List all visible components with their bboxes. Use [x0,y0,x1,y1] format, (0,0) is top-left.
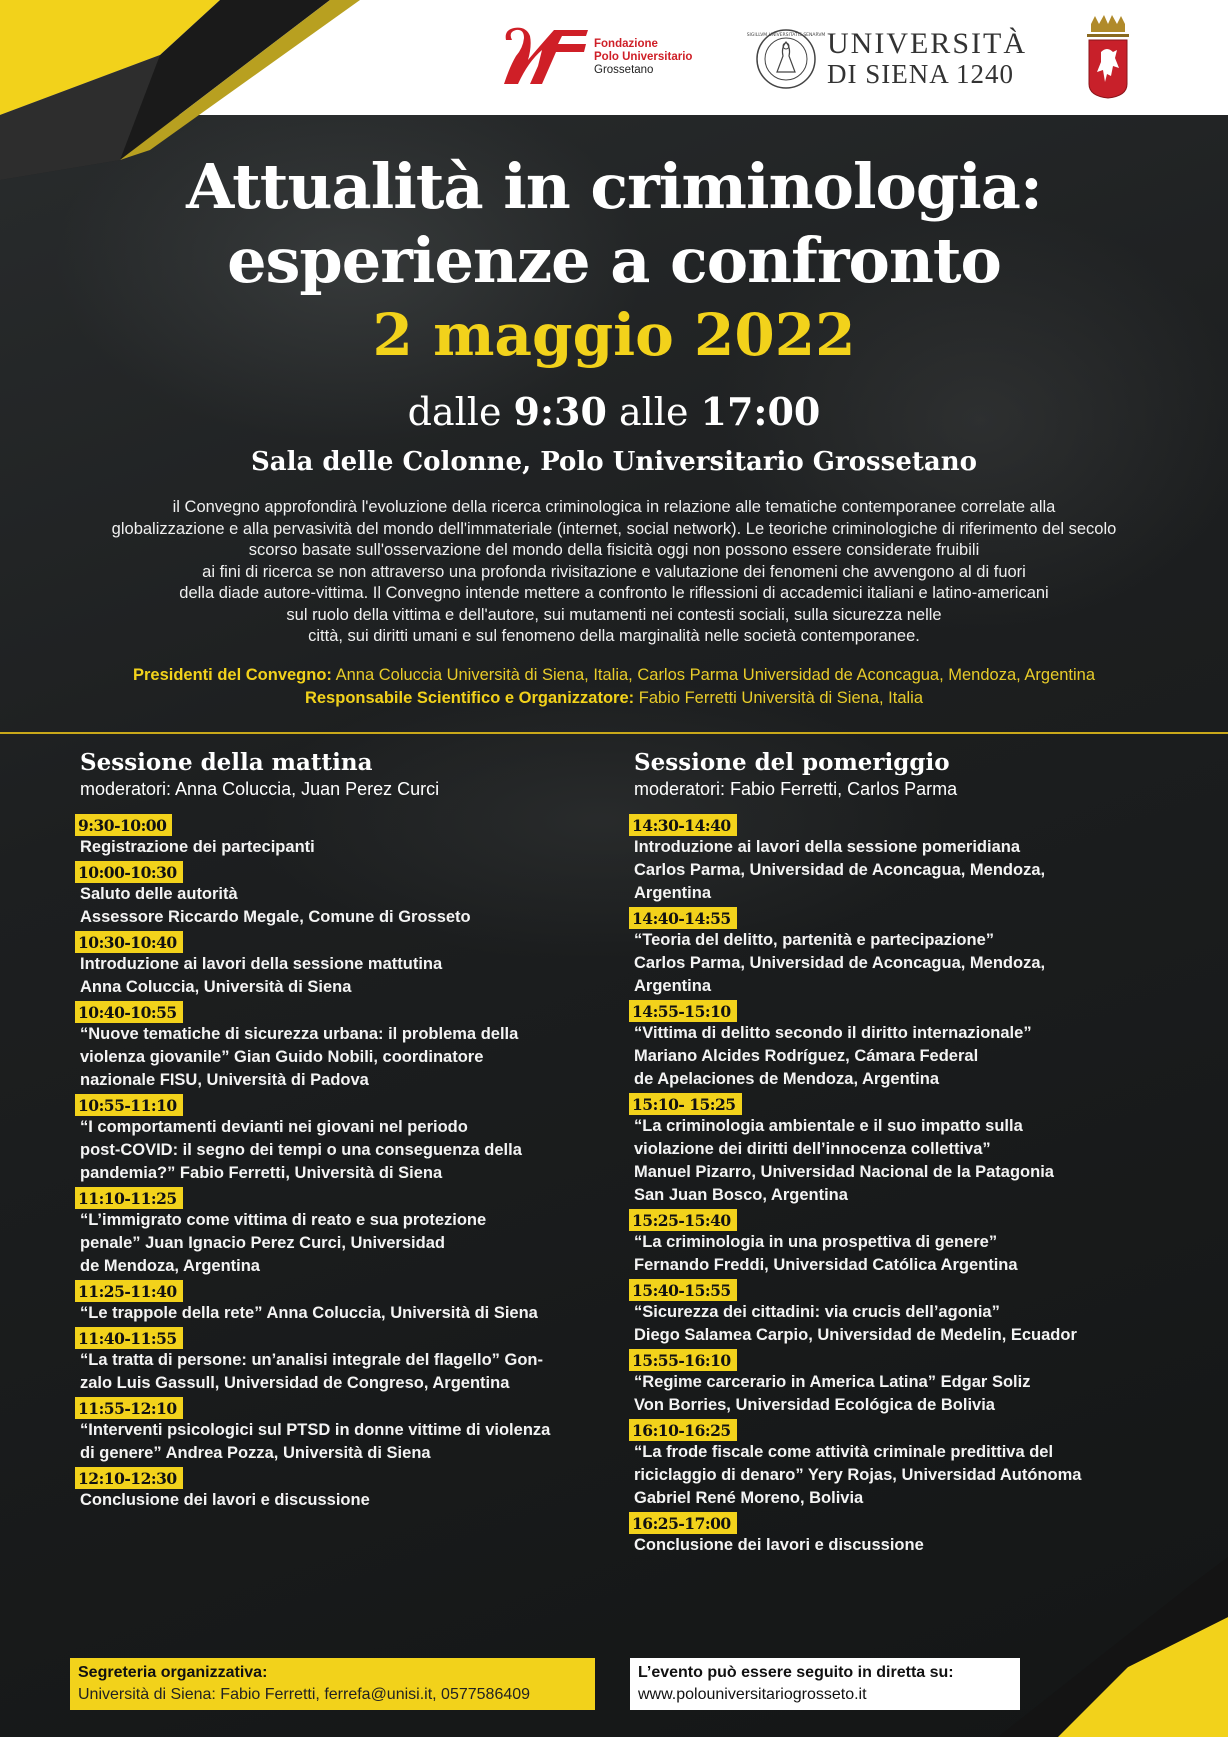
presidents-value: Anna Coluccia Università di Siena, Italia, Carlos Parma Universidad de Aconcagua, Mendoza, Argentina [335,666,1096,684]
afternoon-slot [634,1093,1154,1207]
slot-time-badge: 16:25-17:00 [629,1512,737,1534]
afternoon-slot [634,1000,1154,1091]
afternoon-slot [634,814,1154,905]
slot-description: Introduzione ai lavori della sessione pomeridiana Carlos Parma, Universidad de Aconcagua, Mendoza, Argentina [634,838,1046,902]
morning-slot [80,1001,600,1092]
slot-description: Conclusione dei lavori e discussione [80,1491,370,1509]
intro-line: della diade autore-vittima. Il Convegno intende mettere a confronto le riflessioni di accademici italiani e latino-americani [179,584,1049,602]
slot-time-badge: 15:10- 15:25 [629,1093,742,1115]
hours-to-label: alle [618,390,689,434]
streaming-box [630,1658,1020,1710]
title-line1: Attualità in criminologia: [186,150,1042,223]
morning-slot [80,814,600,859]
slot-description: Registrazione dei partecipanti [80,838,315,856]
afternoon-schedule [634,814,1154,1557]
secretariat-box [70,1658,595,1710]
morning-schedule [80,814,600,1512]
unisi-line2: DI SIENA 1240 [827,59,1014,89]
slot-description: “La tratta di persone: un’analisi integrale del flagello” Gon- zalo Luis Gassull, Universidad de Congreso, Argentina [80,1351,543,1392]
logo-universita-di-siena [746,27,1027,90]
slot-time-badge: 10:40-10:55 [75,1001,183,1023]
slot-time-badge: 10:00-10:30 [75,861,183,883]
slot-description: “Vittima di delitto secondo il diritto internazionale” Mariano Alcides Rodríguez, Cámara Federal de Apelaciones de Mendoza, Argentina [634,1024,1032,1088]
morning-slot [80,1094,600,1185]
slot-description: Saluto delle autorità Assessore Riccardo Megale, Comune di Grosseto [80,885,471,926]
seal-text: SIGILLVM UNIVERSITATIS SENARVM [746,33,826,38]
intro-line: città, sui diritti umani e sul fenomeno della marginalità nelle società contemporanee. [308,627,920,645]
slot-description: “Regime carcerario in America Latina” Edgar Soliz Von Borries, Universidad Ecológica de Bolivia [634,1373,1031,1414]
streaming-link[interactable]: www.polouniversitariogrosseto.it [638,1686,867,1703]
presidents-line [0,664,1228,687]
section-divider [0,732,1228,734]
event-hours [0,388,1228,436]
secretariat-label: Segreteria organizzativa: [78,1664,268,1681]
slot-description: “Le trappole della rete” Anna Coluccia, Università di Siena [80,1304,538,1322]
slot-description: “L’immigrato come vittima di reato e sua protezione penale” Juan Ignacio Perez Curci, Universidad de Mendoza, Argentina [80,1211,487,1275]
slot-description: “Teoria del delitto, partenità e partecipazione” Carlos Parma, Universidad de Aconcagua, Mendoza, Argentina [634,931,1046,995]
intro-line: scorso basate sull'osservazione del mondo della fisicità oggi non possono essere considerate fruibili [248,541,980,559]
afternoon-slot [634,1512,1154,1557]
event-date: 2 maggio 2022 [372,301,856,369]
responsible-label: Responsabile Scientifico e Organizzatore: [304,689,635,707]
morning-slot [80,1187,600,1278]
slot-time-badge: 14:40-14:55 [629,907,737,929]
secretariat-value: Università di Siena: Fabio Ferretti, ferrefa@unisi.it, 0577586409 [78,1686,531,1703]
organizers [0,664,1228,710]
unisi-seal-icon [746,28,826,90]
slot-time-badge: 10:30-10:40 [75,931,183,953]
morning-slot [80,1280,600,1325]
morning-moderators: moderatori: Anna Coluccia, Juan Perez Curci [80,779,440,799]
afternoon-slot [634,1419,1154,1510]
slot-time-badge: 15:40-15:55 [629,1279,737,1301]
slot-time-badge: 15:55-16:10 [629,1349,737,1371]
afternoon-slot [634,1279,1154,1347]
hours-from-label: dalle [407,390,502,434]
fpu-swan-icon [498,26,588,88]
responsible-line [0,687,1228,710]
corner-decoration-bottom-right [828,1557,1228,1737]
slot-description: Introduzione ai lavori della sessione mattutina Anna Coluccia, Università di Siena [80,955,443,996]
afternoon-slot [634,1349,1154,1417]
morning-title: Sessione della mattina [80,749,373,776]
slot-time-badge: 11:55-12:10 [75,1397,183,1419]
intro-line: il Convegno approfondirà l'evoluzione della ricerca criminologica in relazione alle tematiche contemporanee correlate alla [172,498,1056,516]
slot-time-badge: 15:25-15:40 [629,1209,737,1231]
slot-description: Conclusione dei lavori e discussione [634,1536,924,1554]
event-venue: Sala delle Colonne, Polo Universitario Grossetano [251,447,977,477]
afternoon-slot [634,907,1154,998]
slot-time-badge: 14:55-15:10 [629,1000,737,1022]
intro-paragraph [60,497,1168,648]
fpu-line3: Grossetano [594,63,654,76]
slot-time-badge: 14:30-14:40 [629,814,737,836]
slot-description: “La criminologia ambientale e il suo impatto sulla violazione dei diritti dell’innocenza collettiva” Manuel Pizarro, Universidad Nacional de la Patagonia San Juan Bosco, Argentina [634,1117,1054,1204]
slot-time-badge: 11:10-11:25 [75,1187,183,1209]
intro-line: sul ruolo della vittima e dell'autore, sui mutamenti nei contesti sociali, sulla sicurezza nelle [286,605,942,624]
slot-time-badge: 9:30-10:00 [75,814,172,836]
afternoon-moderators: moderatori: Fabio Ferretti, Carlos Parma [634,779,958,799]
slot-time-badge: 12:10-12:30 [75,1467,183,1489]
afternoon-session [634,748,1154,1559]
morning-slot [80,931,600,999]
slot-time-badge: 10:55-11:10 [75,1094,183,1116]
intro-line: ai fini di ricerca se non attraverso una profonda rivisitazione e valutazione dei fenomeni che avvengono al di fuori [202,562,1026,581]
responsible-value: Fabio Ferretti Università di Siena, Italia [638,689,924,707]
afternoon-title: Sessione del pomeriggio [634,749,950,776]
afternoon-slot [634,1209,1154,1277]
morning-slot [80,1397,600,1465]
slot-time-badge: 11:25-11:40 [75,1280,183,1302]
morning-session [80,748,600,1514]
unisi-line1: UNIVERSITÀ [827,27,1027,60]
morning-slot [80,1467,600,1512]
slot-description: “Interventi psicologici sul PTSD in donne vittime di violenza di genere” Andrea Pozza, Università di Siena [80,1421,551,1462]
slot-description: “La criminologia in una prospettiva di genere” Fernando Freddi, Universidad Católica Argentina [634,1233,1018,1274]
slot-time-badge: 16:10-16:25 [629,1419,737,1441]
slot-description: “La frode fiscale come attività criminale predittiva del riciclaggio di denaro” Yery Rojas, Universidad Autónoma Gabriel René Moreno, Bolivia [634,1443,1082,1507]
fpu-line1: Fondazione [594,37,658,50]
slot-description: “Nuove tematiche di sicurezza urbana: il problema della violenza giovanile” Gian Guido Nobili, coordinatore nazionale FISU, Università di Padova [80,1025,519,1089]
logo-fondazione-polo-universitario [498,26,692,88]
morning-slot [80,861,600,929]
slot-time-badge: 11:40-11:55 [75,1327,183,1349]
intro-line: globalizzazione e alla pervasività del mondo dell'immateriale (internet, social network). Le teoriche criminologiche di riferimento del secolo [111,519,1117,538]
streaming-label: L’evento può essere seguito in diretta su: [638,1664,954,1681]
slot-description: “Sicurezza dei cittadini: via crucis dell’agonia” Diego Salamea Carpio, Universidad de Medelin, Ecuador [634,1303,1077,1344]
slot-description: “I comportamenti devianti nei giovani nel periodo post-COVID: il segno dei tempi o una conseguenza della pandemia?” Fabio Ferretti, Università di Siena [80,1118,522,1182]
presidents-label: Presidenti del Convegno: [132,666,332,684]
hours-to: 17:00 [700,389,821,434]
hours-from: 9:30 [513,389,607,434]
fpu-line2: Polo Universitario [594,50,693,63]
title-line2: esperienze a confronto [227,224,1001,297]
morning-slot [80,1327,600,1395]
grosseto-crest-icon [1083,14,1133,100]
